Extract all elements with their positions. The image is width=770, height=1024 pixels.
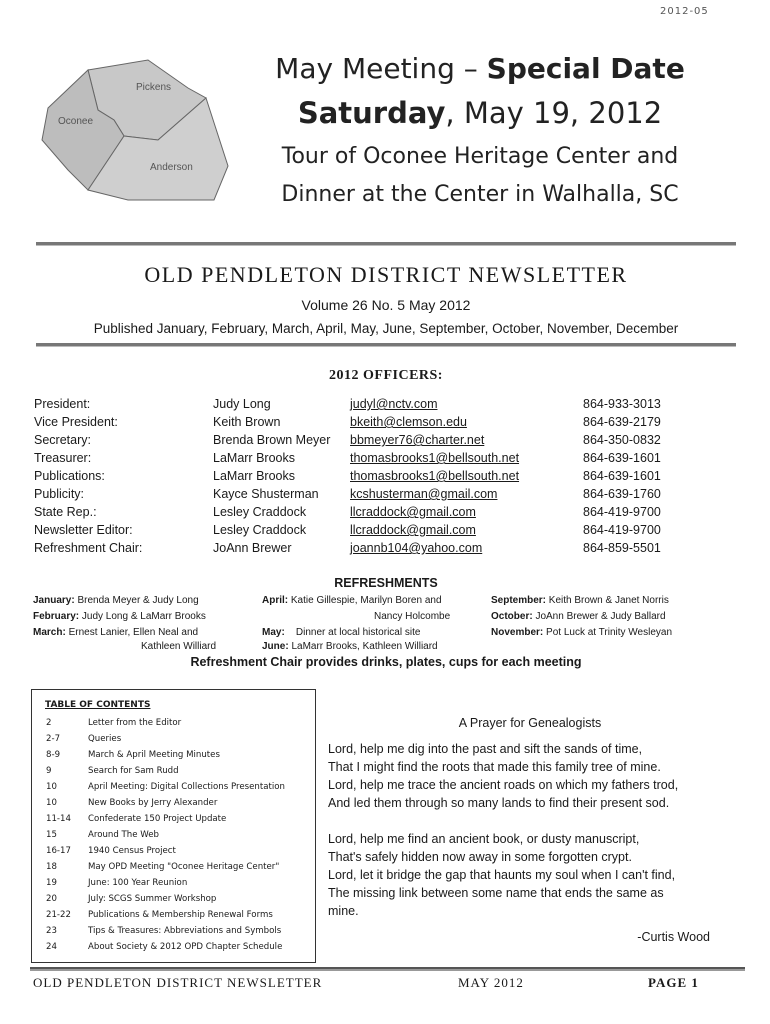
- month-label: April:: [262, 595, 289, 606]
- officer-name: LaMarr Brooks: [213, 451, 295, 465]
- toc-text: March & April Meeting Minutes: [88, 750, 220, 760]
- officer-phone: 864-933-3013: [583, 397, 661, 411]
- poem-title: A Prayer for Genealogists: [458, 716, 602, 730]
- footer-title: OLD PENDLETON DISTRICT NEWSLETTER: [33, 975, 323, 990]
- toc-page: 21-22: [46, 910, 71, 920]
- officer-row: [34, 451, 734, 469]
- month-label: June:: [262, 641, 289, 652]
- officers-title: 2012 OFFICERS:: [329, 368, 443, 383]
- refresh-march-cont: Kathleen Williard: [141, 641, 217, 652]
- poem-line: Lord, help me dig into the past and sift the sands of time,: [328, 742, 643, 756]
- refresh-names: Keith Brown & Janet Norris: [548, 595, 669, 606]
- officer-row: [34, 523, 734, 541]
- refresh-names: Katie Gillespie, Marilyn Boren and: [290, 595, 442, 606]
- toc-item[interactable]: [46, 750, 311, 765]
- officer-role: Publicity:: [34, 487, 85, 501]
- refresh-april-cont: Nancy Holcombe: [374, 611, 451, 622]
- officer-name: Keith Brown: [213, 415, 281, 429]
- officer-row: [34, 505, 734, 523]
- officer-phone: 864-419-9700: [583, 505, 661, 519]
- toc-page: 16-17: [46, 846, 71, 856]
- toc-text: June: 100 Year Reunion: [88, 878, 188, 888]
- volume-line: Volume 26 No. 5 May 2012: [301, 297, 471, 313]
- poem-line: Lord, help me trace the ancient roads on which my fathers trod,: [328, 778, 679, 792]
- toc-text: Around The Web: [88, 830, 160, 840]
- toc-text: Search for Sam Rudd: [88, 766, 179, 776]
- officer-email-link[interactable]: bkeith@clemson.edu: [350, 415, 467, 429]
- refresh-names: Pot Luck at Trinity Wesleyan: [546, 627, 673, 638]
- officer-email-link[interactable]: thomasbrooks1@bellsouth.net: [350, 469, 520, 483]
- meeting-description-1: Tour of Oconee Heritage Center and: [281, 144, 679, 169]
- footer-page-number: PAGE 1: [648, 975, 699, 990]
- archive-note: 2012-05: [660, 6, 709, 17]
- toc-text: May OPD Meeting "Oconee Heritage Center": [88, 862, 280, 872]
- toc-item[interactable]: [46, 830, 311, 845]
- toc-text: Letter from the Editor: [88, 718, 182, 728]
- officer-phone: 864-419-9700: [583, 523, 661, 537]
- toc-text: Queries: [88, 734, 122, 744]
- officer-phone: 864-350-0832: [583, 433, 661, 447]
- toc-page: 10: [46, 798, 57, 808]
- officer-phone: 864-859-5501: [583, 541, 661, 555]
- officer-phone: 864-639-2179: [583, 415, 661, 429]
- officer-role: Refreshment Chair:: [34, 541, 143, 555]
- refresh-names: Dinner at local historical site: [295, 627, 421, 638]
- toc-page: 23: [46, 926, 57, 936]
- toc-page: 18: [46, 862, 57, 872]
- officer-name: Lesley Craddock: [213, 523, 307, 537]
- publication-schedule: Published January, February, March, April, May, June, September, October, November, December: [93, 321, 679, 336]
- toc-item[interactable]: [46, 846, 311, 861]
- officer-role: Vice President:: [34, 415, 118, 429]
- poem-line: Lord, help me find an ancient book, or dusty manuscript,: [328, 832, 640, 846]
- officer-row: [34, 541, 734, 559]
- toc-page: 11-14: [46, 814, 71, 824]
- toc-page: 8-9: [46, 750, 61, 760]
- toc-page: 15: [46, 830, 57, 840]
- map-label-oconee: Oconee: [58, 116, 94, 127]
- officer-role: State Rep.:: [34, 505, 97, 519]
- refresh-names: Judy Long & LaMarr Brooks: [81, 611, 206, 622]
- officer-name: Lesley Craddock: [213, 505, 307, 519]
- toc-text: About Society & 2012 OPD Chapter Schedule: [88, 942, 283, 952]
- poem-line: The missing link between some name that ends the same as: [328, 886, 664, 900]
- refresh-october: [491, 611, 666, 622]
- refresh-names: Ernest Lanier, Ellen Neal and: [68, 627, 199, 638]
- officer-name: Judy Long: [213, 397, 271, 411]
- officer-email-link[interactable]: joannb104@yahoo.com: [350, 541, 483, 555]
- toc-text: July: SCGS Summer Workshop: [88, 894, 217, 904]
- officer-phone: 864-639-1601: [583, 451, 661, 465]
- headline-prefix: May Meeting –: [275, 52, 487, 85]
- officer-row: [34, 433, 734, 451]
- refresh-september: [491, 595, 669, 606]
- toc-text: Publications & Membership Renewal Forms: [88, 910, 273, 920]
- refreshments-title: REFRESHMENTS: [334, 576, 438, 590]
- officer-row: [34, 415, 734, 433]
- officer-row: [34, 397, 734, 415]
- month-label: March:: [33, 627, 66, 638]
- toc-page: 9: [46, 766, 52, 776]
- officer-name: LaMarr Brooks: [213, 469, 295, 483]
- officer-name: JoAnn Brewer: [213, 541, 292, 555]
- toc-item[interactable]: [46, 878, 311, 893]
- newsletter-title: OLD PENDLETON DISTRICT NEWSLETTER: [144, 262, 628, 287]
- toc-text: 1940 Census Project: [88, 846, 176, 856]
- map-label-anderson: Anderson: [150, 162, 193, 173]
- toc-title: TABLE OF CONTENTS: [45, 700, 151, 710]
- refresh-april: [262, 595, 442, 606]
- refreshment-note: Refreshment Chair provides drinks, plates, cups for each meeting: [190, 655, 582, 669]
- footer-date: MAY 2012: [458, 975, 524, 990]
- officer-email-link[interactable]: kcshusterman@gmail.com: [350, 487, 498, 501]
- map-label-pickens: Pickens: [136, 82, 172, 93]
- refresh-january: [33, 595, 199, 606]
- month-label: September:: [491, 595, 547, 606]
- officer-row: [34, 469, 734, 487]
- refresh-may: [262, 627, 420, 638]
- refresh-november: [491, 627, 672, 638]
- toc-text: April Meeting: Digital Collections Presentation: [88, 782, 285, 792]
- refresh-march: [33, 627, 198, 638]
- toc-item[interactable]: [46, 798, 311, 813]
- meeting-description-2: Dinner at the Center in Walhalla, SC: [281, 182, 679, 207]
- poem-author: -Curtis Wood: [637, 930, 710, 944]
- headline-special-date: Special Date: [486, 52, 685, 85]
- toc-item[interactable]: [46, 942, 311, 957]
- poem-line: That I might find the roots that made this family tree of mine.: [328, 760, 661, 774]
- officer-role: Publications:: [34, 469, 105, 483]
- refresh-june: [262, 641, 438, 652]
- toc-page: 19: [46, 878, 57, 888]
- toc-item[interactable]: [46, 894, 311, 909]
- toc-page: 24: [46, 942, 57, 952]
- toc-item[interactable]: [46, 718, 311, 733]
- toc-item[interactable]: [46, 814, 311, 829]
- month-label: May:: [262, 627, 285, 638]
- table-of-contents: [31, 689, 316, 963]
- toc-page: 2: [46, 718, 52, 728]
- divider-footer: [30, 967, 745, 971]
- toc-page: 10: [46, 782, 57, 792]
- officer-email-link[interactable]: llcraddock@gmail.com: [350, 523, 476, 537]
- officer-name: Kayce Shusterman: [213, 487, 319, 501]
- month-label: October:: [491, 611, 533, 622]
- officer-email-link[interactable]: bbmeyer76@charter.net: [350, 433, 485, 447]
- poem-line: That's safely hidden now away in some forgotten crypt.: [328, 850, 632, 864]
- divider-masthead: [36, 343, 736, 347]
- officer-role: Treasurer:: [34, 451, 92, 465]
- toc-page: 2-7: [46, 734, 61, 744]
- toc-item[interactable]: [46, 910, 311, 925]
- officer-email-link[interactable]: thomasbrooks1@bellsouth.net: [350, 451, 520, 465]
- month-label: January:: [33, 595, 75, 606]
- officer-email-link[interactable]: judyl@nctv.com: [350, 397, 438, 411]
- refresh-february: [33, 611, 206, 622]
- toc-item[interactable]: [46, 766, 311, 781]
- toc-text: New Books by Jerry Alexander: [88, 798, 218, 808]
- meeting-date: [200, 96, 760, 130]
- month-label: February:: [33, 611, 80, 622]
- month-label: November:: [491, 627, 544, 638]
- officer-row: [34, 487, 734, 505]
- officer-email-link[interactable]: llcraddock@gmail.com: [350, 505, 476, 519]
- toc-item[interactable]: [46, 782, 311, 797]
- officer-role: Newsletter Editor:: [34, 523, 133, 537]
- toc-text: Tips & Treasures: Abbreviations and Symbols: [88, 926, 282, 936]
- poem-line: And led them through so many lands to find their present sod.: [328, 796, 670, 810]
- divider-top: [36, 242, 736, 246]
- toc-page: 20: [46, 894, 57, 904]
- meeting-day: Saturday: [297, 96, 446, 130]
- officer-phone: 864-639-1601: [583, 469, 661, 483]
- refresh-names: Brenda Meyer & Judy Long: [77, 595, 199, 606]
- toc-text: Confederate 150 Project Update: [88, 814, 227, 824]
- meeting-headline: [200, 52, 760, 85]
- toc-item[interactable]: [46, 926, 311, 941]
- officer-role: Secretary:: [34, 433, 91, 447]
- poem-line: Lord, let it bridge the gap that haunts my soul when I can't find,: [328, 868, 676, 882]
- refresh-names: LaMarr Brooks, Kathleen Williard: [291, 641, 438, 652]
- officer-phone: 864-639-1760: [583, 487, 661, 501]
- poem-line: mine.: [328, 904, 359, 918]
- meeting-date-rest: , May 19, 2012: [445, 96, 663, 130]
- officer-role: President:: [34, 397, 91, 411]
- refresh-names: JoAnn Brewer & Judy Ballard: [535, 611, 666, 622]
- officer-name: Brenda Brown Meyer: [213, 433, 331, 447]
- toc-item[interactable]: [46, 734, 311, 749]
- toc-item[interactable]: [46, 862, 311, 877]
